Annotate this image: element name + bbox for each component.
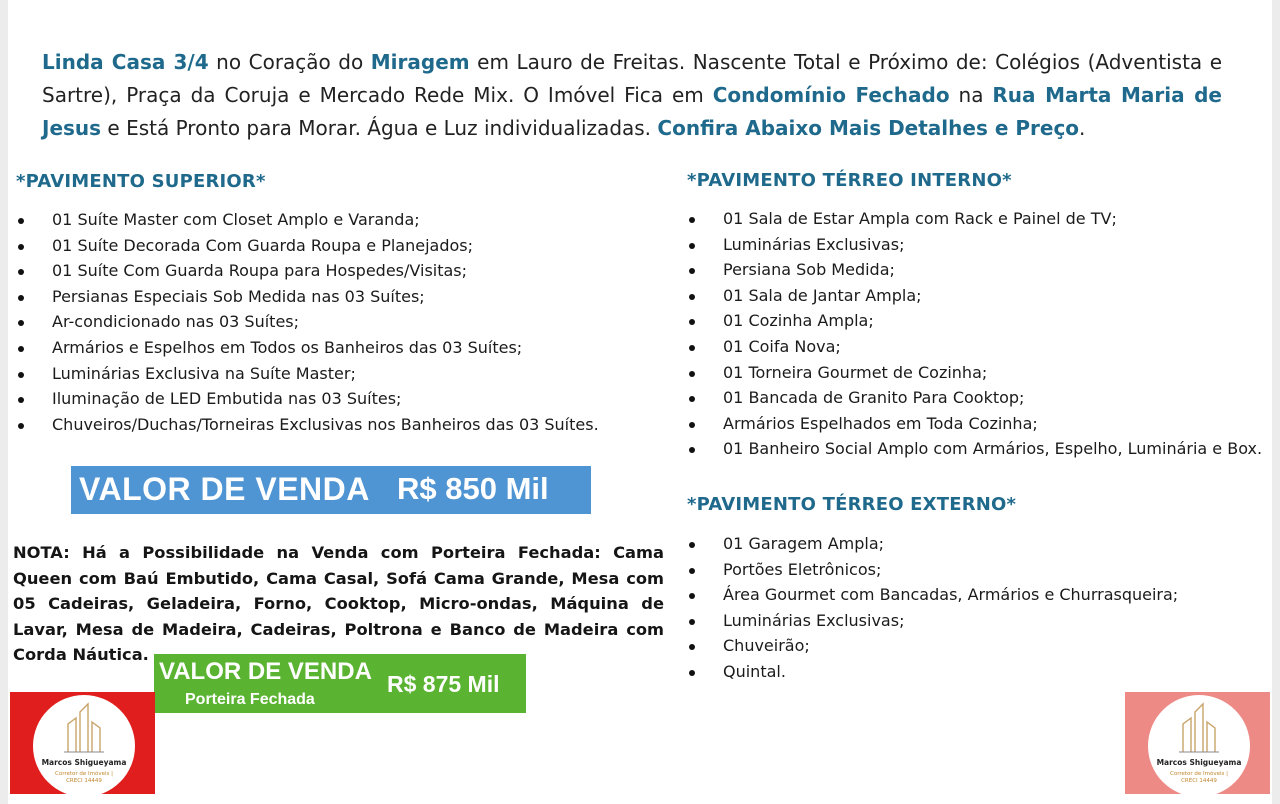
logo-sub-line: CRECI 14449	[66, 778, 102, 784]
logo-sub-line: Corretor de Imóveis |	[1169, 771, 1229, 777]
listing-page	[8, 0, 1272, 804]
heading-pavimento-superior: *PAVIMENTO SUPERIOR*	[16, 171, 266, 192]
price-sublabel: Porteira Fechada	[185, 691, 315, 708]
intro-text: e Está Pronto para Morar. Água e Luz individualizadas.	[101, 116, 658, 140]
list-item: Iluminação de LED Embutida nas 03 Suítes;	[16, 386, 599, 412]
list-item: 01 Sala de Jantar Ampla;	[687, 283, 1262, 309]
list-item: Chuveiros/Duchas/Torneiras Exclusivas nos Banheiros das 03 Suítes.	[16, 412, 599, 438]
price-banner-sale	[71, 466, 591, 514]
list-item: 01 Suíte Master com Closet Amplo e Varanda;	[16, 207, 599, 233]
intro-highlight-neighborhood: Miragem	[370, 50, 470, 74]
list-item: Persianas Especiais Sob Medida nas 03 Suítes;	[16, 284, 599, 310]
price-value: R$ 875 Mil	[387, 671, 500, 697]
list-item: Persiana Sob Medida;	[687, 257, 1262, 283]
list-item: Chuveirão;	[687, 633, 1178, 659]
logo-subtitle	[1148, 771, 1250, 785]
list-pavimento-superior	[16, 207, 599, 437]
list-item: Armários e Espelhos em Todos os Banheiros das 03 Suítes;	[16, 335, 599, 361]
price-value: R$ 850 Mil	[397, 471, 549, 506]
list-pavimento-interno	[687, 206, 1262, 462]
intro-text: no Coração do	[208, 50, 371, 74]
intro-highlight-title: Linda Casa 3/4	[42, 50, 209, 74]
logo-right	[1125, 692, 1270, 794]
logo-sub-line: Corretor de Imóveis |	[54, 771, 114, 777]
logo-circle	[1148, 695, 1250, 797]
heading-pavimento-interno: *PAVIMENTO TÉRREO INTERNO*	[687, 170, 1012, 191]
list-pavimento-externo	[687, 531, 1178, 685]
building-icon	[1177, 702, 1221, 754]
price-label: VALOR DE VENDA	[159, 658, 372, 685]
list-item: 01 Banheiro Social Amplo com Armários, Espelho, Luminária e Box.	[687, 436, 1262, 462]
list-item: Ar-condicionado nas 03 Suítes;	[16, 309, 599, 335]
price-banner-closed	[154, 654, 526, 713]
building-icon	[62, 702, 106, 754]
list-item: Luminárias Exclusivas;	[687, 232, 1262, 258]
list-item: 01 Torneira Gourmet de Cozinha;	[687, 360, 1262, 386]
list-item: 01 Suíte Com Guarda Roupa para Hospedes/Visitas;	[16, 258, 599, 284]
logo-name: Marcos Shigueyama	[41, 758, 127, 767]
list-item: 01 Garagem Ampla;	[687, 531, 1178, 557]
intro-text: na	[949, 83, 993, 107]
list-item: Luminárias Exclusiva na Suíte Master;	[16, 361, 599, 387]
list-item: 01 Suíte Decorada Com Guarda Roupa e Planejados;	[16, 233, 599, 259]
logo-sub-line: CRECI 14449	[1181, 778, 1217, 784]
intro-text: em Lauro de Freitas. Nascente Total e Próximo de: Colégios (Adventista e Sartre), Praça da Coruja e Mercado Rede Mix. O Imóvel Fica em	[42, 50, 1222, 107]
logo-name: Marcos Shigueyama	[1156, 758, 1242, 767]
intro-highlight-condo: Condomínio Fechado	[712, 83, 950, 107]
logo-subtitle	[33, 771, 135, 785]
list-item: 01 Bancada de Granito Para Cooktop;	[687, 385, 1262, 411]
intro-paragraph	[42, 46, 1222, 145]
list-item: 01 Cozinha Ampla;	[687, 308, 1262, 334]
price-label: VALOR DE VENDA	[79, 471, 370, 507]
list-item: Quintal.	[687, 659, 1178, 685]
list-item: Armários Espelhados em Toda Cozinha;	[687, 411, 1262, 437]
logo-left	[10, 692, 155, 794]
list-item: Luminárias Exclusivas;	[687, 608, 1178, 634]
heading-pavimento-externo: *PAVIMENTO TÉRREO EXTERNO*	[687, 494, 1017, 515]
list-item: 01 Coifa Nova;	[687, 334, 1262, 360]
nota-paragraph: NOTA: Há a Possibilidade na Venda com Porteira Fechada: Cama Queen com Baú Embutido, Cama Casal, Sofá Cama Grande, Mesa com 05 Cadeiras, Geladeira, Forno, Cooktop, Micro-ondas, Máquina de Lavar, Mesa de Madeira, Cadeiras, Poltrona e Banco de Madeira com Corda Náutica.	[13, 543, 664, 664]
logo-circle	[33, 695, 135, 797]
list-item: 01 Sala de Estar Ampla com Rack e Painel de TV;	[687, 206, 1262, 232]
intro-highlight-cta: Confira Abaixo Mais Detalhes e Preço	[657, 116, 1080, 140]
intro-highlight-street: Rua Marta Maria de Jesus	[42, 83, 1222, 140]
intro-text: .	[1079, 116, 1086, 140]
list-item: Portões Eletrônicos;	[687, 557, 1178, 583]
list-item: Área Gourmet com Bancadas, Armários e Churrasqueira;	[687, 582, 1178, 608]
